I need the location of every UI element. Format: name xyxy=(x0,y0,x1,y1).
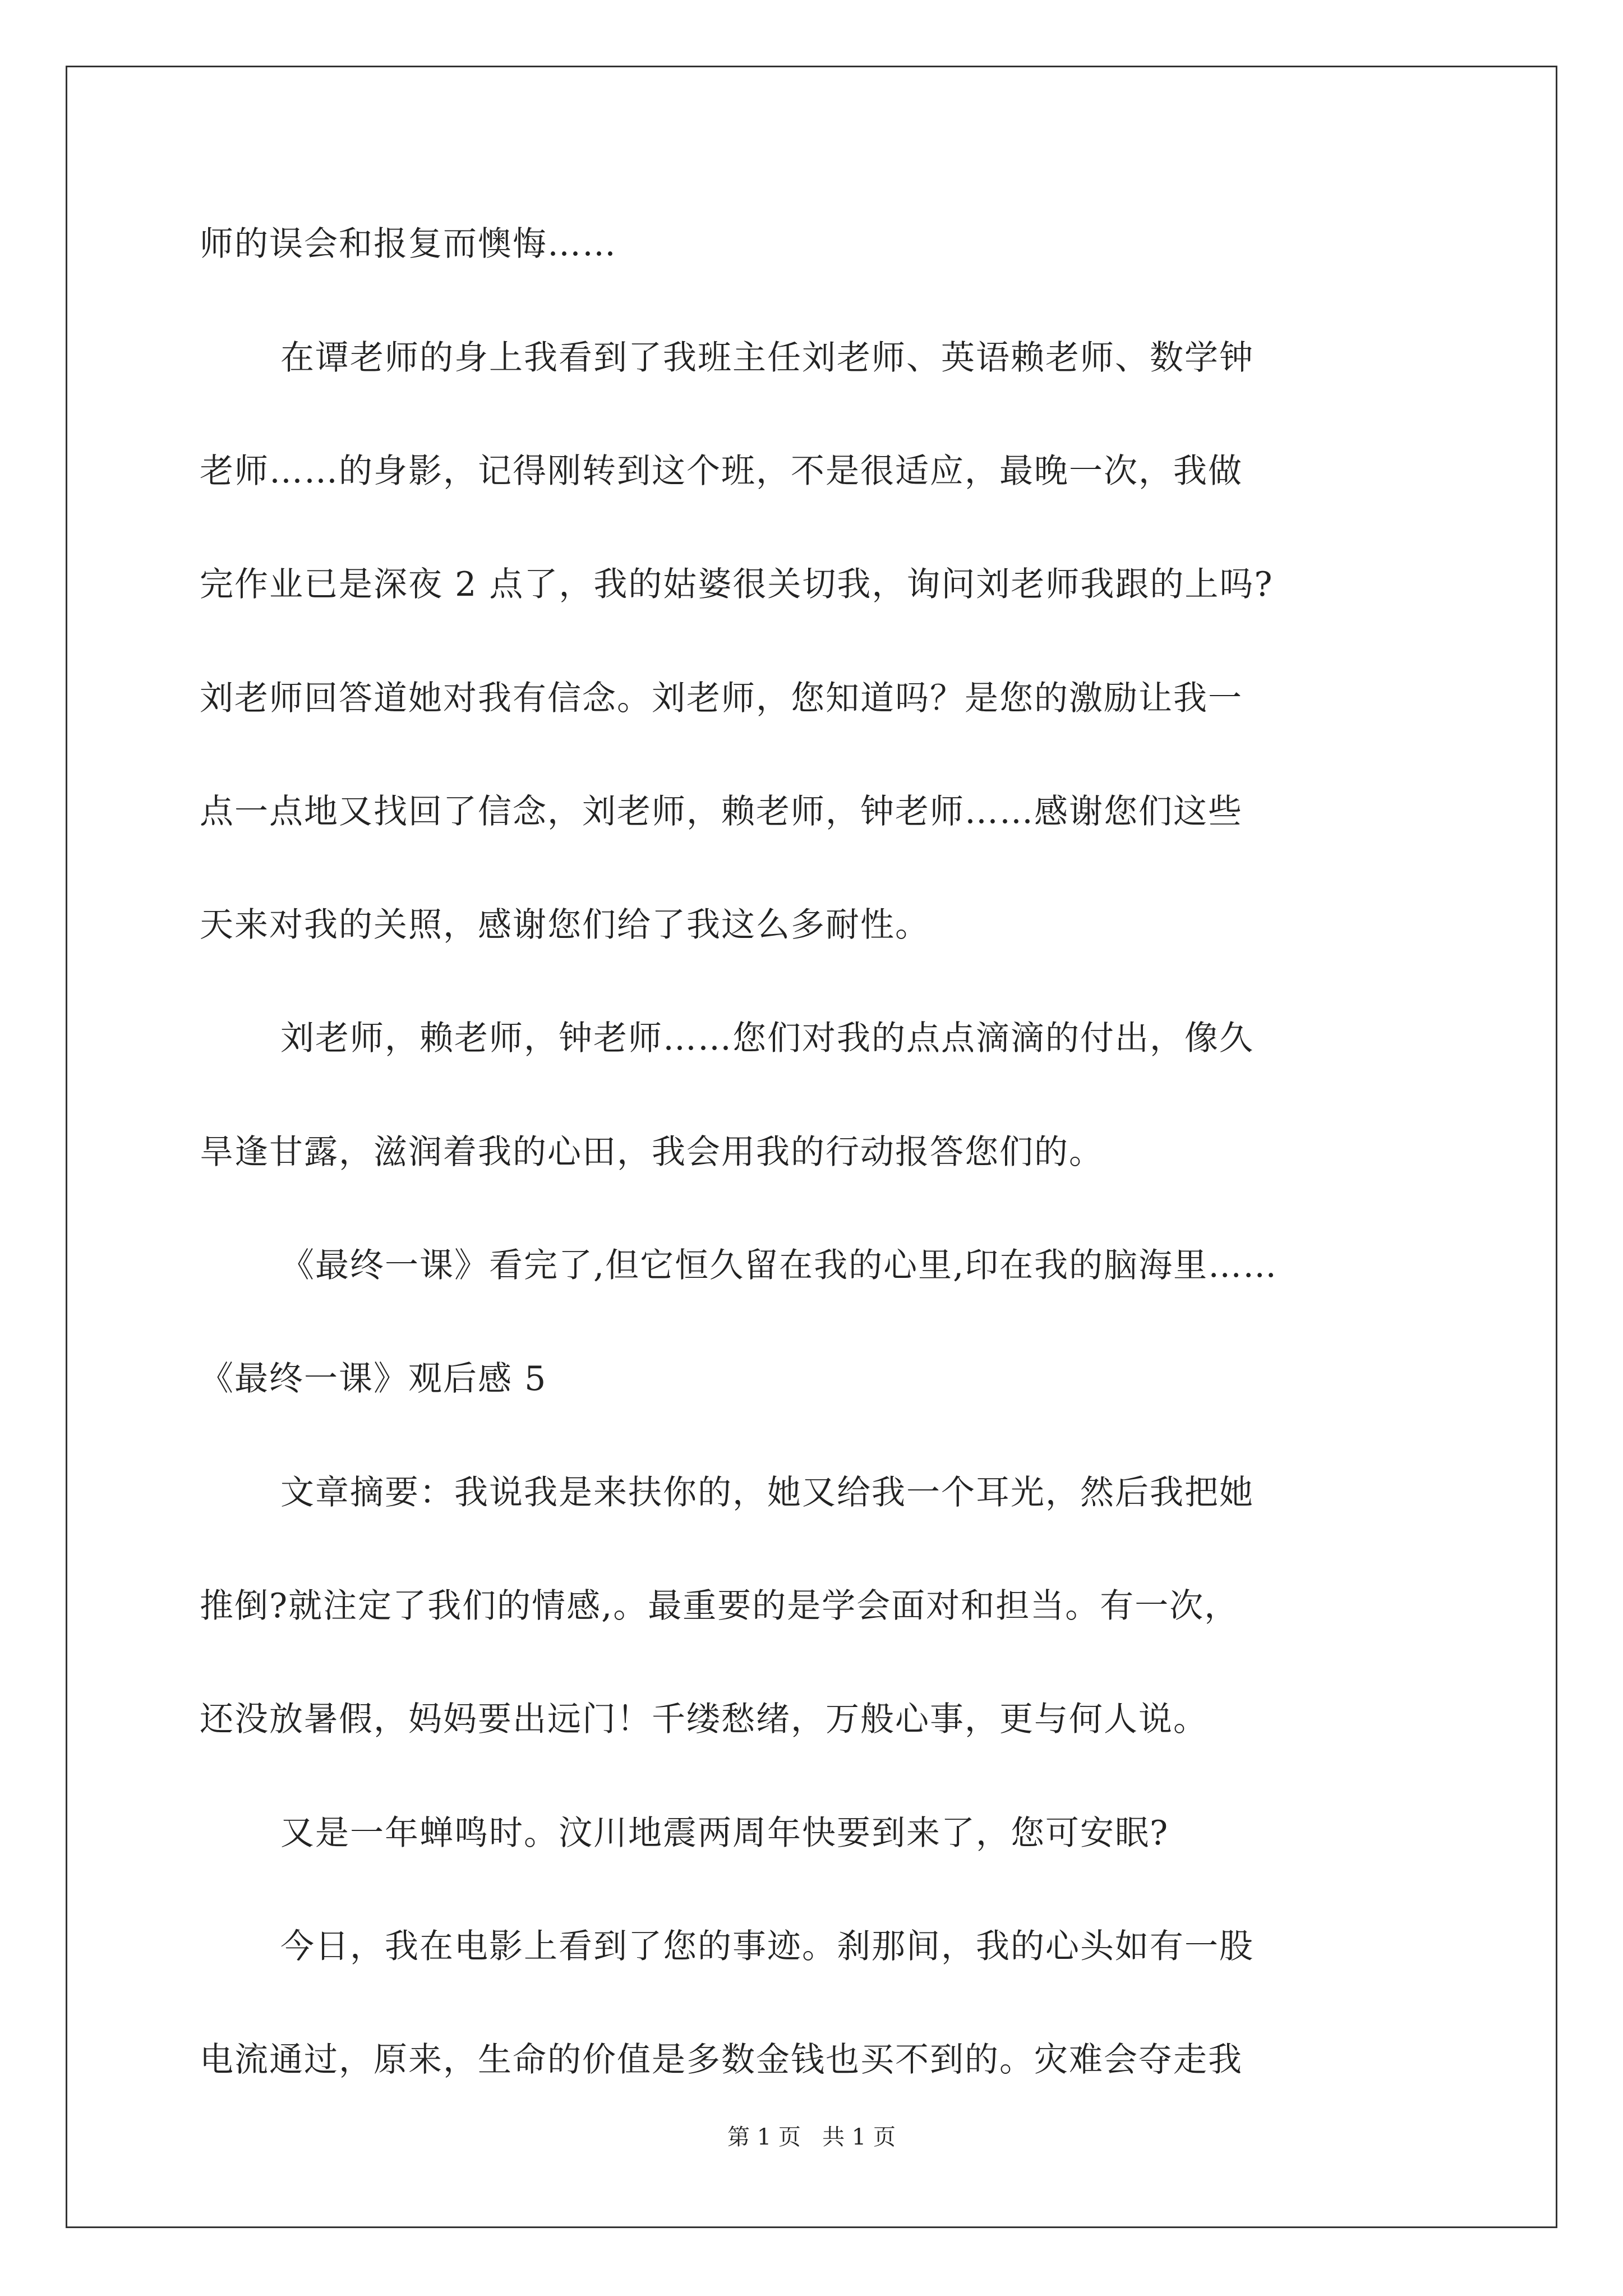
text-line: 电流通过，原来，生命的价值是多数金钱也买不到的。灾难会夺走我 xyxy=(200,2040,1243,2079)
paragraph-first-line: 在谭老师的身上我看到了我班主任刘老师、英语赖老师、数学钟 xyxy=(280,338,1254,378)
paragraph-first-line: 《最终一课》看完了,但它恒久留在我的心里,印在我的脑海里…… xyxy=(280,1246,1278,1285)
text-line: 点一点地又找回了信念，刘老师，赖老师，钟老师……感谢您们这些 xyxy=(200,792,1243,831)
paragraph-first-line: 今日，我在电影上看到了您的事迹。刹那间，我的心头如有一股 xyxy=(280,1927,1254,1966)
text-line: 还没放暑假，妈妈要出远门！千缕愁绪，万般心事，更与何人说。 xyxy=(200,1700,1208,1739)
paragraph-first-line: 又是一年蝉鸣时。汶川地震两周年快要到来了，您可安眠? xyxy=(280,1814,1169,1853)
text-line: 完作业已是深夜 2 点了，我的姑婆很关切我，询问刘老师我跟的上吗? xyxy=(200,565,1274,604)
text-line: 师的误会和报复而懊悔…… xyxy=(200,224,617,264)
text-line: 天来对我的关照，感谢您们给了我这么多耐性。 xyxy=(200,905,930,945)
text-line: 推倒?就注定了我们的情感,。最重要的是学会面对和担当。有一次， xyxy=(200,1586,1239,1626)
paragraph-first-line: 文章摘要：我说我是来扶你的，她又给我一个耳光，然后我把她 xyxy=(280,1473,1254,1512)
text-line: 刘老师回答道她对我有信念。刘老师，您知道吗？是您的激励让我一 xyxy=(200,679,1243,718)
paragraph-first-line: 刘老师，赖老师，钟老师……您们对我的点点滴滴的付出，像久 xyxy=(280,1019,1254,1058)
page-number-footer: 第 1 页 共 1 页 xyxy=(727,2124,896,2150)
text-line: 旱逢甘露，滋润着我的心田，我会用我的行动报答您们的。 xyxy=(200,1133,1104,1172)
text-line: 老师……的身影，记得刚转到这个班，不是很适应，最晚一次，我做 xyxy=(200,452,1243,491)
section-heading: 《最终一课》观后感 5 xyxy=(200,1359,547,1398)
